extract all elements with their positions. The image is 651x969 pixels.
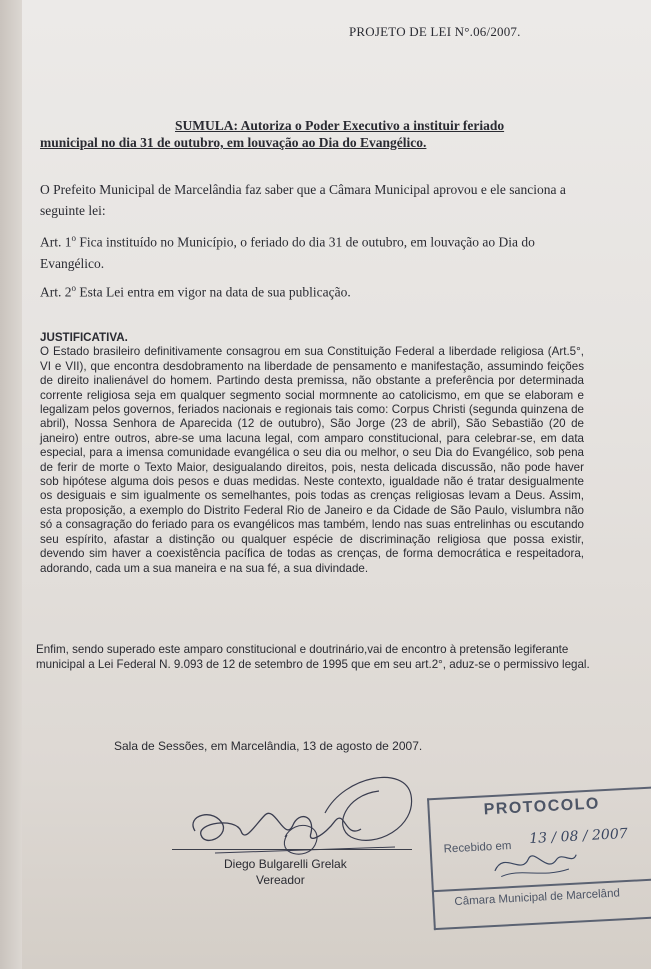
place-date-line: Sala de Sessões, em Marcelândia, 13 de agosto de 2007.	[114, 739, 423, 753]
article-2-text: Esta Lei entra em vigor na data de sua publicação.	[76, 284, 351, 300]
justification-section	[40, 331, 584, 576]
sumula-line-1: SUMULA: Autoriza o Poder Executivo a instituir feriado	[175, 118, 505, 133]
stamp-received-date: 13 / 08 / 2007	[528, 825, 629, 848]
article-2	[40, 278, 570, 303]
justification-text: O Estado brasileiro definitivamente consagrou em sua Constituição Federal a liberdade religiosa (Art.5°, VI e VII), que encontra desdobramento na liberdade de pensamento e manifestação, assumindo feições de direito inalienável do homem. Partindo desta premissa, não obstante a preferência por determinada corrente religiosa seja em qualquer segmento social mormnente ao catolicismo, em que se elaboram e legalizam pelos governos, feriados nacionais e regionais tais como: Corpus Christi (segunda quinzena de abril), Nossa Senhora de Aparecida (12 de outubro), São Jorge (23 de abril), São Sebastião (20 de janeiro) entre outros, abre-se uma lacuna legal, com amparo constitucional, para celebrar-se, em data especial, para a imensa comunidade evangélica o seu dia ou melhor, o seu Dia do Evangélico, sob pena de ferir de morte o Texto Maior, desigualando direitos, pois, nesta delicada discussão, não pode haver sob hipótese alguma dois pesos e duas medidas. Neste contexto, igualdade não é tratar desigualmente os desiguais e sim igualmente os semelhantes, pois todas as crenças religiosas levam a Deus. Assim, esta proposição, a exemplo do Distrito Federal Rio de Janeiro e da Cidade de São Paulo, vislumbra não só a consagração do feriado para os evangélicos mas também, lendo nas suas entrelinhas ou escutando seu espírito, afastar a distinção ou qualquer espécie de discriminação religiosa que possa existir, devendo sim haver a coexistência pacífica de todas as crenças, de forma democrática e respeitadora, adorando, cada um a sua maneira e na sua fé, a sua divindade.	[40, 345, 584, 575]
bill-reference: PROJETO DE LEI N°.06/2007.	[349, 24, 521, 39]
conclusion-paragraph: Enfim, sendo superado este amparo constitucional e doutrinário,vai de encontro à pretensão legiferante municipal a Lei Federal N. 9.093 de 12 de setembro de 1995 que em seu art.2°, aduz-se o permissivo legal.	[36, 643, 590, 671]
intro-paragraph: O Prefeito Municipal de Marcelândia faz saber que a Câmara Municipal aprovou e ele sanciona a seguinte lei:	[40, 182, 566, 218]
signer-name: Diego Bulgarelli Grelak	[224, 857, 347, 871]
stamp-initials-signature	[490, 842, 582, 883]
article-1	[40, 228, 570, 274]
page-fold-shadow	[0, 0, 22, 969]
protocol-stamp	[426, 772, 651, 932]
article-2-label: Art. 2	[40, 284, 72, 300]
justification-title: JUSTIFICATIVA.	[40, 331, 128, 344]
signer-role: Vereador	[256, 873, 305, 887]
sumula-summary	[40, 117, 550, 151]
article-2-ordinal: o	[71, 283, 76, 293]
signature-line	[172, 849, 412, 850]
stamp-received-label: Recebido em	[443, 840, 512, 856]
article-1-ordinal: o	[71, 233, 76, 243]
stamp-institution: Câmara Municipal de Marcelând	[454, 887, 621, 909]
article-1-text: Fica instituído no Município, o feriado do dia 31 de outubro, em louvação ao Dia do Evangélico.	[40, 234, 535, 271]
stamp-title: PROTOCOLO	[483, 795, 601, 819]
sumula-line-2: municipal no dia 31 de outubro, em louvação ao Dia do Evangélico.	[40, 135, 427, 150]
article-1-label: Art. 1	[40, 234, 72, 250]
